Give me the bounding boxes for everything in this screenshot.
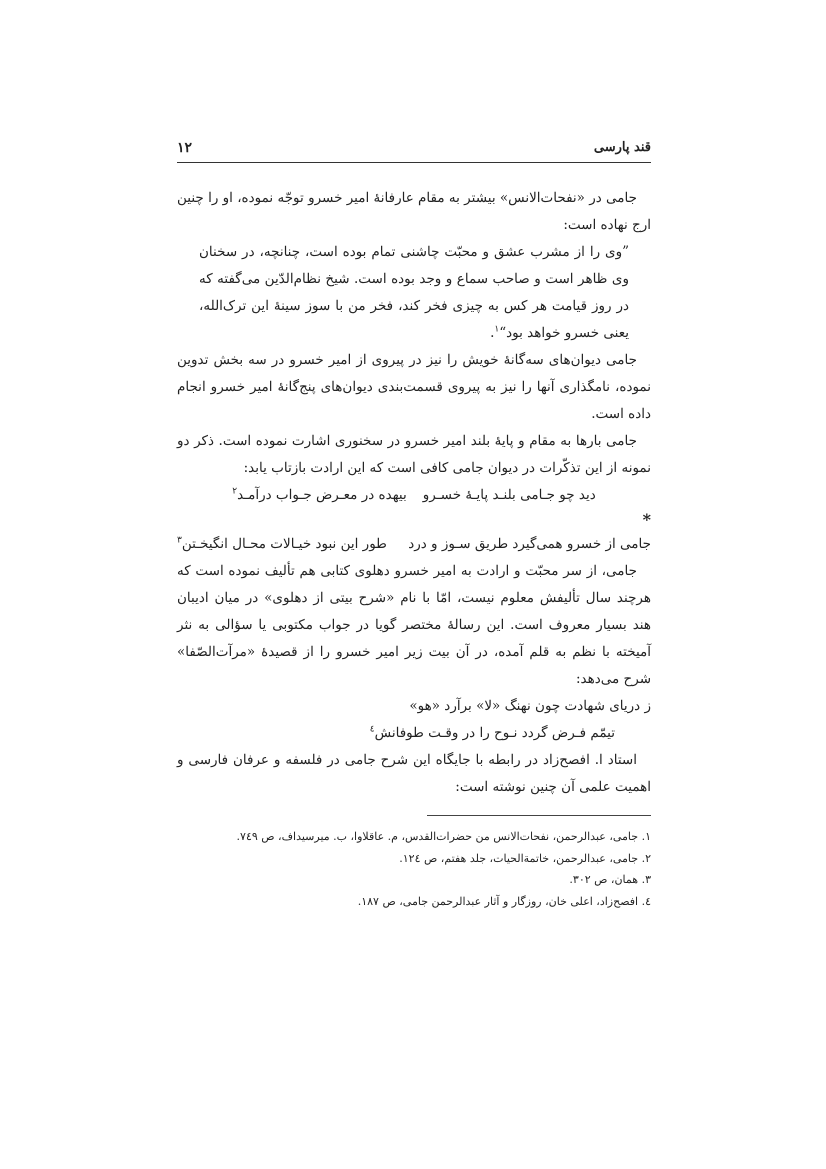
footnote-ref-4: ٤ [369,724,375,735]
verse-2-hemistich-2-text: طور این نبود خیـالات محـال انگیخـتن [181,536,387,552]
paragraph-4: جامی، از سر محبّت و ارادت به امیر خسرو دهلوی کتابی هم تألیف نموده است که هرچند سال تألیفش معلوم نیست، امّا با نام «شرح بیتی از دهلوی» در میان ادیبان هند بسیار معروف است. این رسالهٔ مختصر گویا در جواب مکتوبی یا سؤالی به نثر آمیخته با نظم به قلم آمده، در آن بیت زیر امیر خسرو را از قصیدهٔ «مرآت‌الصّفا» شرح می‌دهد: [177,563,651,687]
block-quote: ”وی را از مشرب عشق و محبّت چاشنی تمام بوده است، چنانچه، در سخنان وی ظاهر است و صاحب سماع و وجد بوده است. شیخ نظام‌الدّین می‌گفته که در روز قیامت هر کس به چیزی فخر کند، فخر من با سوز سینهٔ این ترک‌الله، یعنی خسرو خواهد بود“$^۱$. [199,244,629,341]
page-number: ۱۲ [177,140,193,156]
verse-3-line-2 [177,720,651,747]
quote-text: ”وی را از مشرب عشق و محبّت چاشنی تمام بوده است، چنانچه، در سخنان وی ظاهر است و صاحب سماع و وجد بوده است. شیخ نظام‌الدّین می‌گفته که در روز قیامت هر کس به چیزی فخر کند، فخر من با سوز سینهٔ این ترک‌الله، یعنی خسرو خواهد بود“ [199,244,629,341]
verse-2-hemistich-2 [177,531,387,558]
footnote-ref-2: ۲ [232,486,238,497]
main-text [177,185,651,801]
paragraph-2: جامی دیوان‌های سه‌گانهٔ خویش را نیز در پیروی از امیر خسرو در سه بخش تدوین نموده، نامگذاری آنها را نیز به پیروی قسمت‌بندی دیوان‌های پنج‌گانهٔ امیر خسرو انجام داده است. [177,352,651,422]
paragraph-3: جامی بارها به مقام و پایهٔ بلند امیر خسرو در سخنوری اشارت نموده است. ذکر دو نمونه از این تذکّرات در دیوان جامی کافی است که این ارادت بازتاب یابد: [177,433,651,476]
verse-separator: * [642,510,651,529]
footnote-divider [427,815,651,816]
verse-1-hemistich-2 [232,482,407,509]
verse-1-hemistich-2-text: بیهده در معـرض جـواب درآمـد [237,487,407,503]
footnote-ref-3: ۳ [177,535,182,546]
verse-2 [177,531,651,558]
verse-3-line-2-text: تیمّم فـرض گردد نـوح را در وقـت طوفانش [374,725,615,741]
paragraph-5: استاد ا. افصح‌زاد در رابطه با جایگاه این شرح جامی در فلسفه و عرفان فارسی و اهمیت علمی آن چنین نوشته است: [177,752,651,795]
footnote-4: ٤. افصح‌زاد، اعلی خان، روزگار و آثار عبدالرحمن جامی، ص ۱۸۷. [357,894,651,908]
verse-1 [177,482,651,509]
verse-3-line-1: ز دریای شهادت چون نهنگ «لا» برآرد «هو» [409,698,651,714]
footnote-2: ۲. جامی، عبدالرحمن، خاتمةالحیات، جلد هفتم، ص ۱۲٤. [399,851,651,865]
page-header [177,140,651,163]
footnote-1: ۱. جامی، عبدالرحمن، نفحات‌الانس من حضرات‌القدس، م. عاقلاوا، ب. میرسیداف، ص ۷٤۹. [236,830,651,843]
running-title: قند پارسی [593,140,651,155]
footnote-3: ۳. همان، ص ۳۰۲. [569,873,651,886]
paragraph-1: جامی در «نفحات‌الانس» بیشتر به مقام عارفانهٔ امیر خسرو توجّه نموده، او را چنین ارج نهاده است: [177,190,651,233]
footnote-ref-1: ۱ [494,324,500,335]
verse-1-hemistich-1: دید چو جـامی بلنـد پایـهٔ خسـرو [422,487,596,503]
footnotes [177,826,651,912]
verse-2-hemistich-1: جامی از خسرو همی‌گیرد طریق سـوز و درد [408,536,651,552]
